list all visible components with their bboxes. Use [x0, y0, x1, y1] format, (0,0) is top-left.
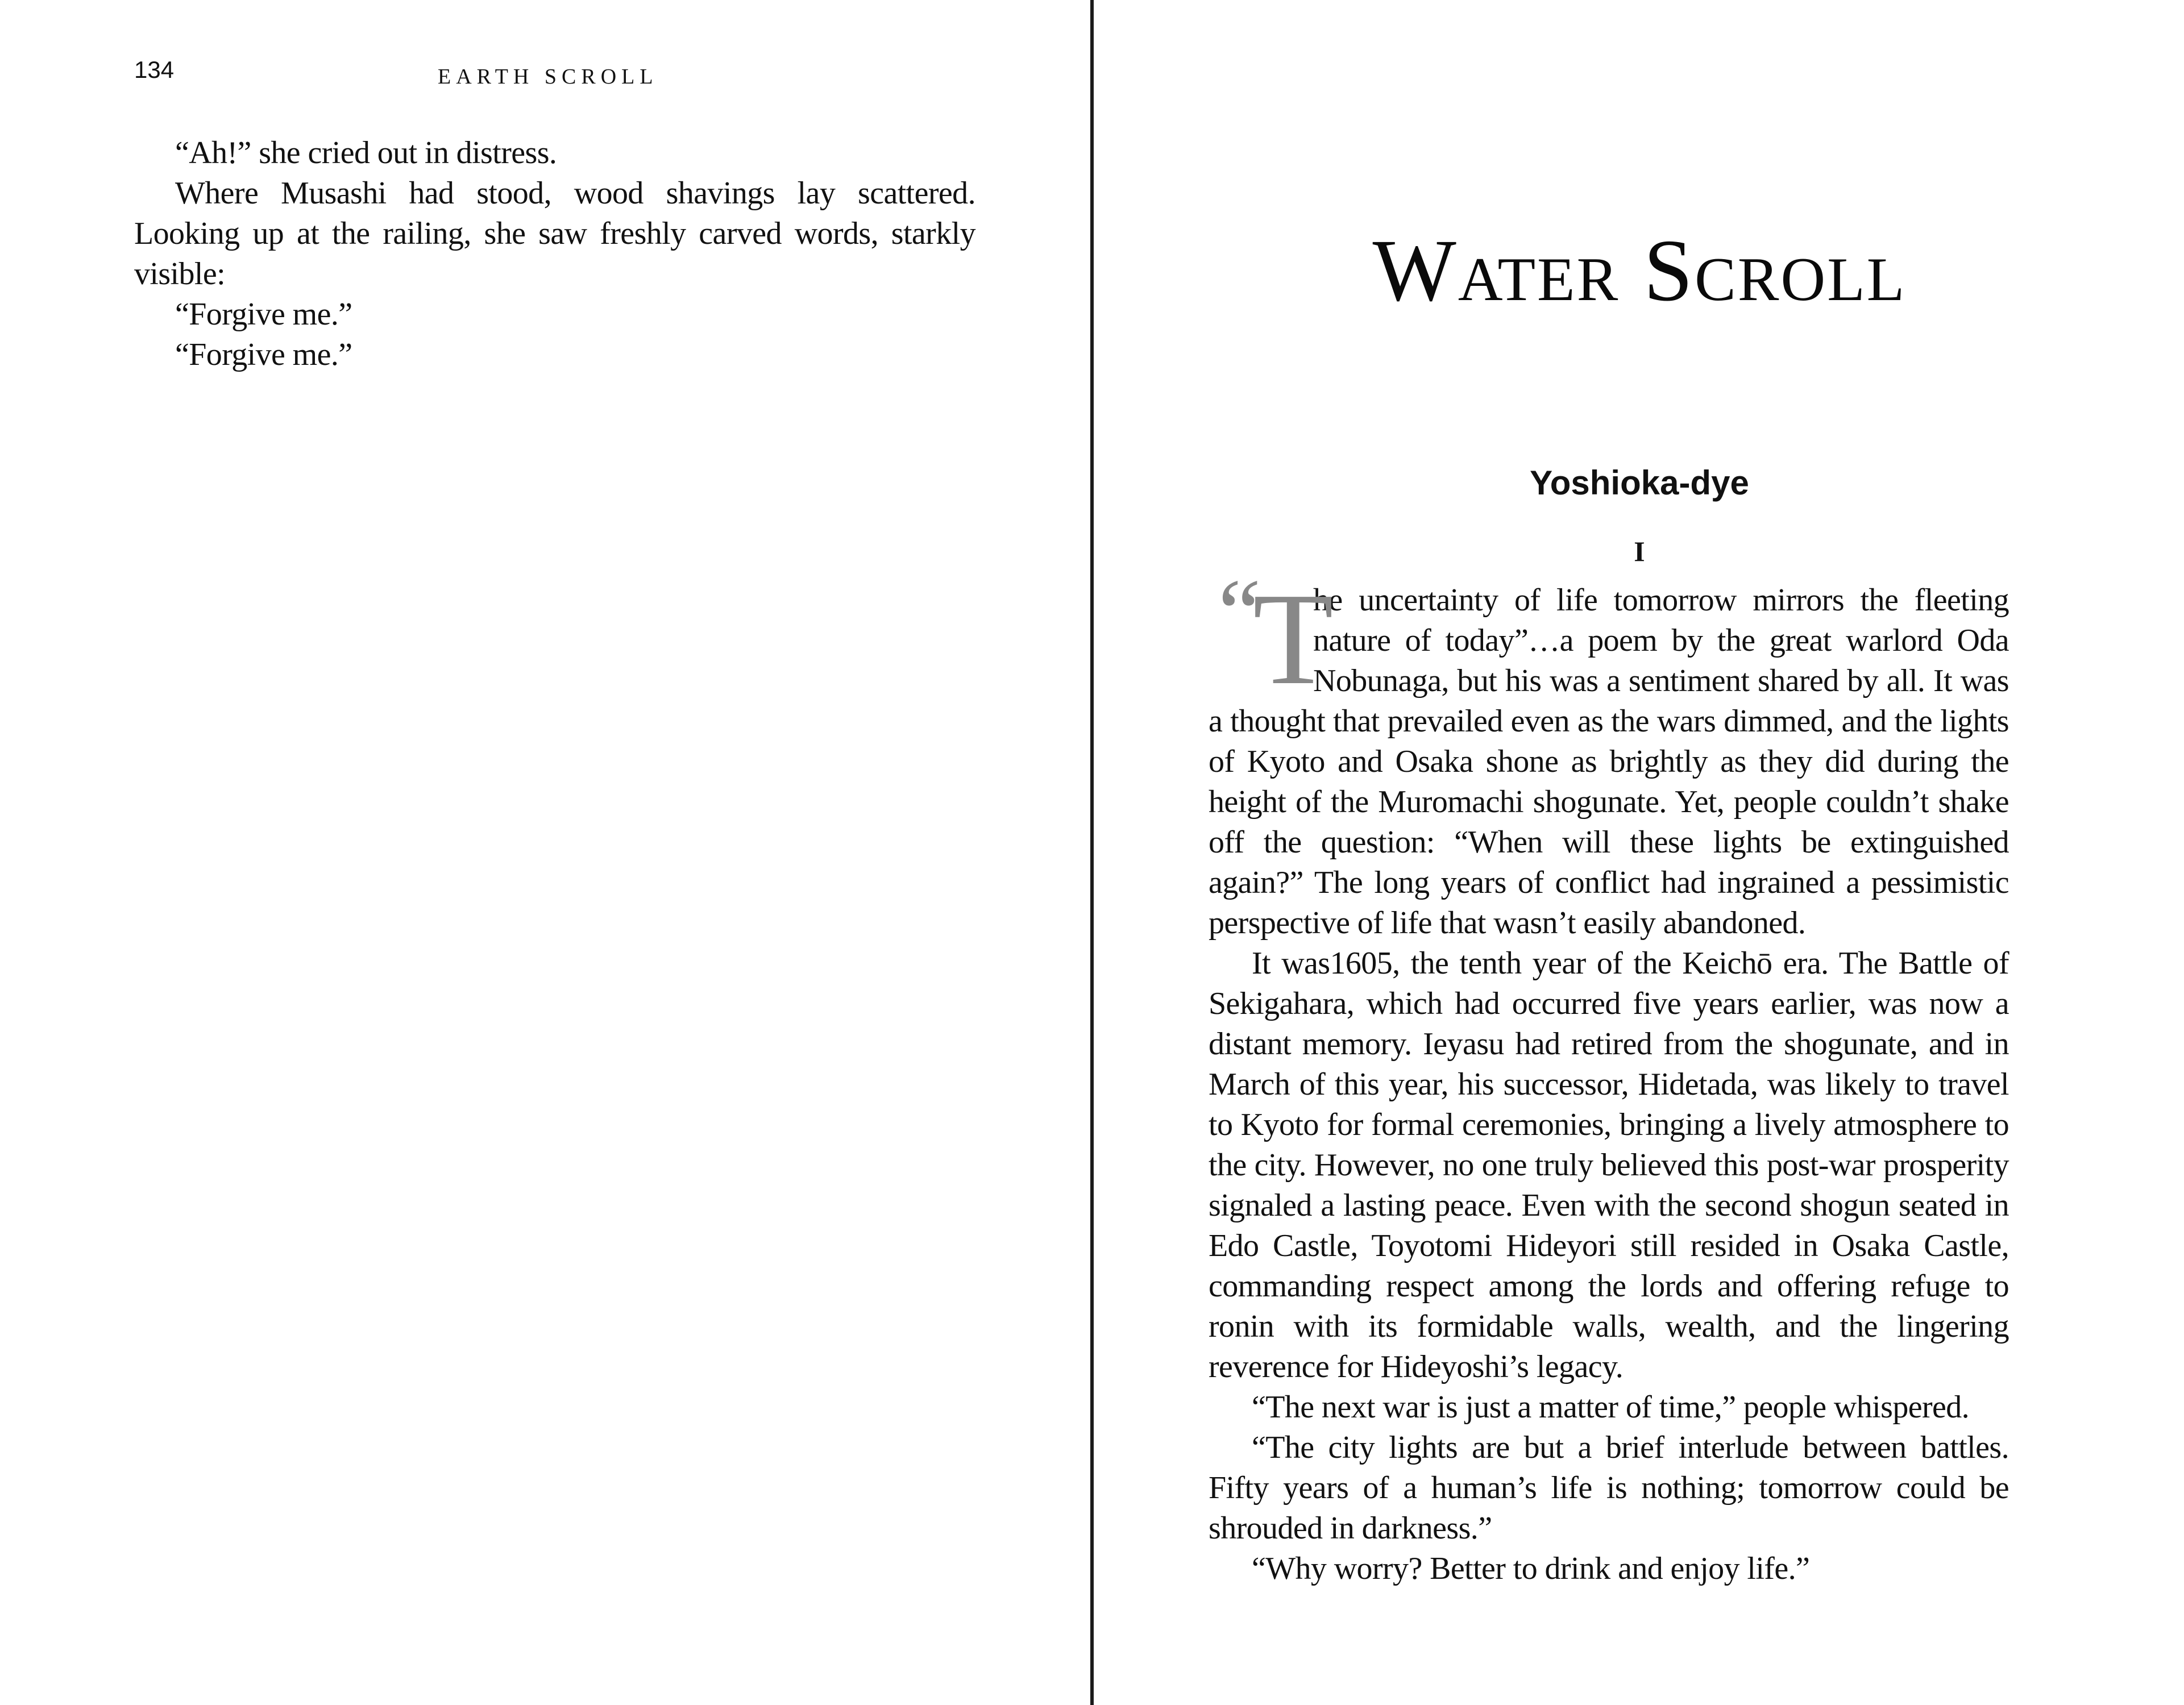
left-page	[0, 0, 1090, 1705]
right-page	[1095, 0, 2184, 1705]
page-number: 134	[134, 56, 175, 83]
running-head: EARTH SCROLL	[438, 65, 658, 89]
drop-cap	[1209, 559, 1334, 712]
page-divider	[1090, 0, 1094, 1705]
paragraph: “Ah!” she cried out in distress.	[175, 135, 557, 170]
drop-cap-letter: T	[1253, 566, 1334, 712]
paragraph: “The city lights are but a brief interlude between battles. Fifty years of a human’s life is nothing; tomorrow could be shrouded in darkness.”	[1209, 1430, 2009, 1546]
paragraph: he uncertainty of life tomorrow mirrors the fleeting nature of today”…a poem by the great warlord Oda Nobunaga, but his was a sentiment shared by all. It was a thought that prevailed even as the wars dimmed, and the lights of Kyoto and Osaka shone as brightly as they did during the height of the Muromachi shogunate. Yet, people couldn’t shake off the question: “When will these lights be extinguished again?” The long years of conflict had ingrained a pessimistic perspective of life that wasn’t easily abandoned.	[1209, 583, 2009, 941]
chapter-title: Water Scroll	[1372, 221, 1907, 319]
section-title: Yoshioka-dye	[1530, 464, 1749, 502]
paragraph: “Forgive me.”	[175, 297, 352, 332]
paragraph: “Why worry? Better to drink and enjoy life.”	[1252, 1551, 1810, 1586]
section-number: I	[1634, 535, 1645, 567]
paragraph: Where Musashi had stood, wood shavings lay scattered. Looking up at the railing, she saw freshly carved words, starkly visible:	[134, 176, 975, 292]
right-body-text	[1209, 559, 2009, 1589]
drop-cap-quote: “	[1209, 559, 1262, 666]
paragraph: “The next war is just a matter of time,” people whispered.	[1252, 1390, 1970, 1425]
left-body-text	[134, 133, 975, 375]
paragraph: “Forgive me.”	[175, 337, 352, 372]
paragraph: It was1605, the tenth year of the Keichō era. The Battle of Sekigahara, which had occurred five years earlier, was now a distant memory. Ieyasu had retired from the shogunate, and in March of this year, his successor, Hidetada, was likely to travel to Kyoto for formal ceremonies, bringing a lively atmosphere to the city. However, no one truly believed this post-war prosperity signaled a lasting peace. Even with the second shogun seated in Edo Castle, Toyotomi Hideyori still resided in Osaka Castle, commanding respect among the lords and offering refuge to ronin with its formidable walls, wealth, and the lingering reverence for Hideyoshi’s legacy.	[1209, 946, 2009, 1384]
